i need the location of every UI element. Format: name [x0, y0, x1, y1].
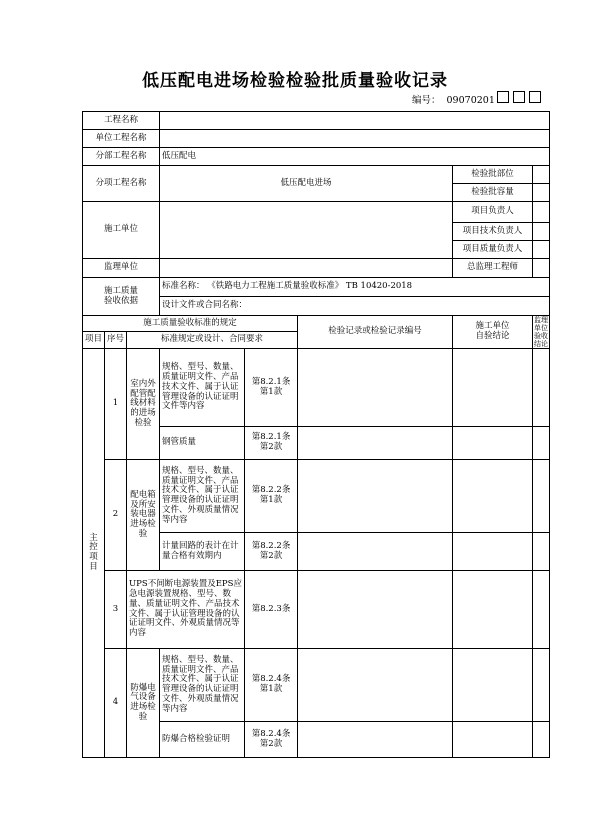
row-clause	[245, 649, 298, 722]
construction-conclusion-header	[453, 316, 533, 349]
row-requirement: 规格、型号、数量、质量证明文件、产品技术文件、属于认证管理设备的认证证明文件等内容	[160, 349, 245, 427]
row-construction-cell[interactable]	[453, 427, 533, 460]
row-clause-line2: 第2款	[259, 442, 283, 453]
acceptance-basis-label-line2: 验收依据	[104, 295, 139, 306]
batch-location-value[interactable]	[533, 166, 550, 184]
row-supervision-cell[interactable]	[533, 571, 550, 649]
row-construction-cell[interactable]	[453, 349, 533, 427]
row-clause	[245, 349, 298, 427]
row-clause	[245, 533, 298, 571]
code-box-1[interactable]	[497, 91, 509, 103]
page-title: 低压配电进场检验检验批质量验收记录	[142, 71, 448, 91]
spec-group-header: 施工质量验收标准的规定	[83, 316, 298, 332]
row-clause-line1: 第8.2.4条	[251, 728, 291, 739]
project-leader-label: 项目负责人	[453, 202, 533, 223]
row-clause-line1: 第8.2.4条	[251, 674, 291, 685]
row-clause-line1: 第8.2.2条	[251, 540, 291, 551]
seq-header: 序号	[105, 332, 127, 349]
project-name-value[interactable]	[160, 112, 550, 130]
row-clause-line1: 第8.2.1条	[251, 432, 291, 443]
acceptance-basis-label-line1: 施工质量	[104, 285, 139, 296]
row-clause-line2: 第2款	[259, 738, 283, 749]
row-clause	[245, 722, 298, 758]
construction-unit-label: 施工单位	[83, 202, 160, 259]
supervision-conclusion-header	[533, 316, 550, 349]
division-value: 低压配电	[160, 148, 550, 166]
project-leader-value[interactable]	[533, 202, 550, 223]
supervision-unit-label: 监理单位	[83, 259, 160, 278]
row-seq: 3	[105, 571, 127, 649]
row-requirement: 钢管质量	[160, 427, 245, 460]
code-box-3[interactable]	[529, 91, 541, 103]
row-record-cell[interactable]	[298, 349, 453, 427]
row-requirement: UPS不间断电源装置及EPS应急电源装置规格、型号、数量、质量证明文件、产品技术文件、属于认证管理设备的认证证明文件、外观质量情况等内容	[127, 571, 245, 649]
batch-capacity-value[interactable]	[533, 184, 550, 202]
tech-leader-label: 项目技术负责人	[453, 223, 533, 241]
requirements-header: 标准规定或设计、合同要求	[127, 332, 298, 349]
supervision-unit-value[interactable]	[160, 259, 453, 278]
row-clause	[245, 427, 298, 460]
chief-engineer-label: 总监理工程师	[453, 259, 533, 278]
main-control-items	[83, 349, 105, 758]
row-record-cell[interactable]	[298, 533, 453, 571]
acceptance-form	[82, 111, 550, 758]
row-clause-line2: 第1款	[259, 386, 283, 397]
row-clause-line2: 第1款	[259, 495, 283, 506]
row-construction-cell[interactable]	[453, 649, 533, 722]
row-clause-line2: 第2款	[259, 550, 283, 561]
row-category: 防爆电气设备进场检验	[127, 649, 160, 758]
unit-project-label: 单位工程名称	[83, 130, 160, 148]
row-construction-cell[interactable]	[453, 533, 533, 571]
code-value: 09070201	[446, 95, 495, 106]
row-record-cell[interactable]	[298, 722, 453, 758]
row-clause	[245, 460, 298, 533]
row-record-cell[interactable]	[298, 571, 453, 649]
row-supervision-cell[interactable]	[533, 722, 550, 758]
main-control-char: 目	[89, 561, 98, 572]
design-docs: 设计文件或合同名称：	[160, 297, 550, 316]
construction-conclusion-header-line1: 施工单位	[475, 321, 510, 332]
quality-leader-value[interactable]	[533, 241, 550, 259]
row-seq: 2	[105, 460, 127, 571]
row-record-cell[interactable]	[298, 427, 453, 460]
main-control-char: 主	[89, 532, 98, 543]
row-supervision-cell[interactable]	[533, 427, 550, 460]
row-category: 配电箱及所安装电器进场检验	[127, 460, 160, 571]
supervision-conclusion-header-line1: 监理单位	[534, 316, 549, 333]
row-construction-cell[interactable]	[453, 460, 533, 533]
row-requirement: 防爆合格检验证明	[160, 722, 245, 758]
construction-unit-value[interactable]	[160, 202, 453, 259]
row-supervision-cell[interactable]	[533, 649, 550, 722]
row-clause: 第8.2.3条	[245, 571, 298, 649]
row-seq: 4	[105, 649, 127, 758]
acceptance-basis-label	[83, 278, 160, 316]
row-clause-line1: 第8.2.2条	[251, 485, 291, 496]
row-clause-line1: 第8.2.1条	[251, 376, 291, 387]
row-record-cell[interactable]	[298, 460, 453, 533]
record-no-header: 检验记录或检验记录编号	[298, 316, 453, 349]
row-category: 室内外配管配线材料的进场检验	[127, 349, 160, 460]
row-construction-cell[interactable]	[453, 722, 533, 758]
subitem-label: 分项工程名称	[83, 166, 160, 202]
code-label: 编号：	[412, 95, 441, 106]
row-requirement: 计量回路的表计在计量合格有效期内	[160, 533, 245, 571]
quality-leader-label: 项目质量负责人	[453, 241, 533, 259]
construction-conclusion-header-line2: 自验结论	[475, 331, 510, 342]
batch-location-label: 检验批部位	[453, 166, 533, 184]
row-record-cell[interactable]	[298, 649, 453, 722]
row-clause-line2: 第1款	[259, 684, 283, 695]
row-requirement: 规格、型号、数量、质量证明文件、产品技术文件、属于认证管理设备的认证证明文件、外观质量情况等内容	[160, 649, 245, 722]
tech-leader-value[interactable]	[533, 223, 550, 241]
batch-capacity-label: 检验批容量	[453, 184, 533, 202]
division-label: 分部工程名称	[83, 148, 160, 166]
code-box-2[interactable]	[513, 91, 525, 103]
row-supervision-cell[interactable]	[533, 533, 550, 571]
row-seq: 1	[105, 349, 127, 460]
unit-project-value[interactable]	[160, 130, 550, 148]
row-supervision-cell[interactable]	[533, 349, 550, 427]
item-header: 项目	[83, 332, 105, 349]
row-requirement: 规格、型号、数量、质量证明文件、产品技术文件、属于认证管理设备的认证证明文件、外观质量情况等内容	[160, 460, 245, 533]
standard-name: 标准名称： 《铁路电力工程施工质量验收标准》 TB 10420-2018	[160, 278, 550, 297]
chief-engineer-value[interactable]	[533, 259, 550, 278]
main-control-char: 项	[89, 552, 98, 563]
main-control-char: 控	[89, 542, 98, 553]
row-construction-cell[interactable]	[453, 571, 533, 649]
project-name-label: 工程名称	[83, 112, 160, 130]
document-code	[412, 92, 495, 106]
row-supervision-cell[interactable]	[533, 460, 550, 533]
subitem-value: 低压配电进场	[160, 166, 453, 202]
supervision-conclusion-header-line2: 验收结论	[534, 332, 549, 349]
